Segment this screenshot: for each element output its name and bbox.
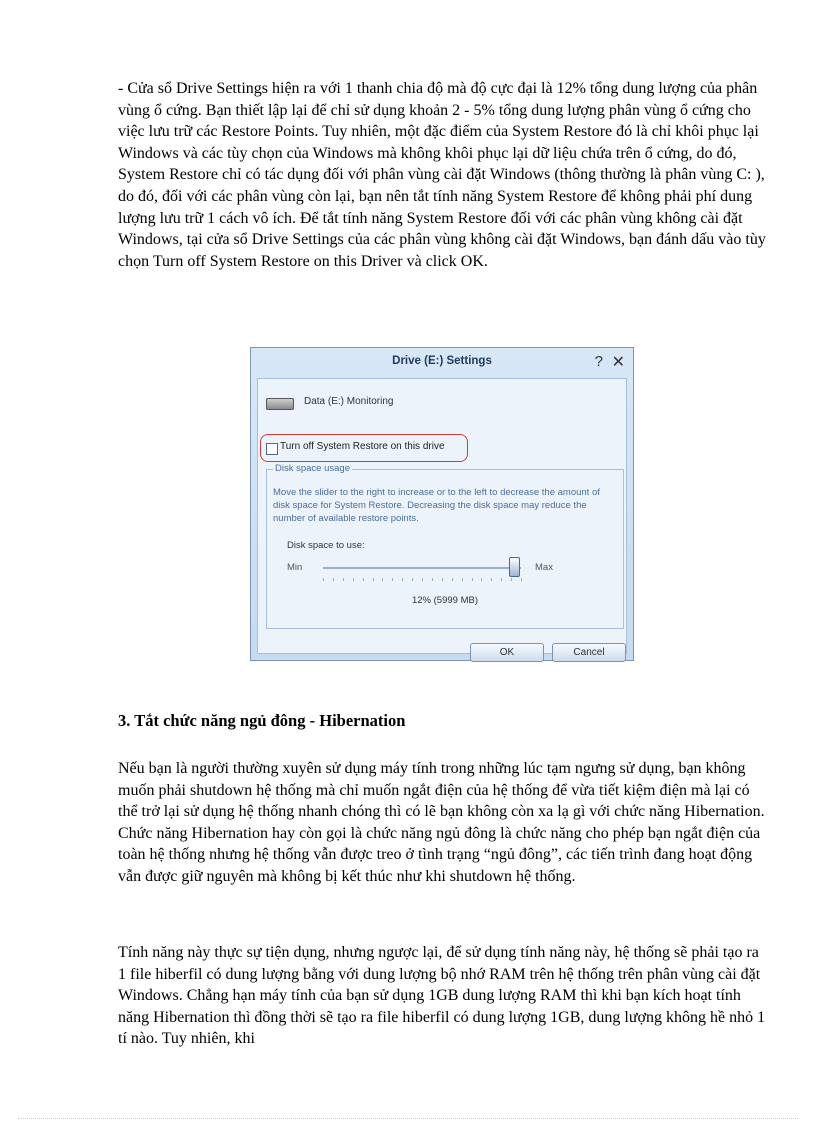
slider-tick: [442, 578, 443, 581]
slider-tick: [382, 578, 383, 581]
page-bottom-rule: [18, 1118, 798, 1119]
drive-label: Data (E:) Monitoring: [304, 396, 394, 407]
slider-tick: [521, 578, 522, 581]
paragraph-hibernation-intro: Nếu bạn là người thường xuyên sử dụng máy tính trong những lúc tạm ngưng sử dụng, bạn không muốn phải shutdown hệ thống mà chỉ muốn ngắt điện của hệ thống để vừa tiết kiệm điện mà lại có thể trở lại sử dụng hệ thống nhanh chóng thì có lẽ bạn không còn xa lạ gì với chức năng Hibernation. Chức năng Hibernation hay còn gọi là chức năng ngủ đông là chức năng cho phép bạn ngắt điện của toàn hệ thống nhưng hệ thống vẫn được treo ở tình trạng “ngủ đông”, các tiến trình đang hoạt động vẫn được giữ nguyên mà không bị kết thúc như khi shutdown hệ thống.: [118, 760, 765, 885]
turn-off-restore-checkbox[interactable]: [266, 443, 278, 455]
slider-tick: [432, 578, 433, 581]
slider-tick: [511, 578, 512, 581]
hard-drive-icon: [266, 398, 294, 410]
dialog-client-area: [257, 378, 627, 658]
groupbox-title: Disk space usage: [275, 463, 350, 474]
slider-tick: [412, 578, 413, 581]
paragraph-hiberfil: Tính năng này thực sự tiện dụng, nhưng ngược lại, để sử dụng tính năng này, hệ thống sẽ phải tạo ra 1 file hiberfil có dung lượng bằng với dung lượng bộ nhớ RAM trên hệ thống trên phân vùng cài đặt Windows. Chẳng hạn máy tính của bạn sử dụng 1GB dung lượng RAM thì khi bạn kích hoạt tính năng Hibernation thì đồng thời sẽ tạo ra file hiberfil có dung lượng 1GB, dung lượng không hề nhỏ 1 tí nào. Tuy nhiên, khi: [118, 944, 766, 1048]
slider-tick: [323, 578, 324, 581]
slider-tick: [501, 578, 502, 581]
slider-tick: [462, 578, 463, 581]
dialog-titlebar: [251, 348, 633, 378]
slider-track[interactable]: [323, 567, 521, 569]
groupbox-description: Move the slider to the right to increase or to the left to decrease the amount of disk space for System Restore. Decreasing the disk space may reduce the number of available restore points.: [273, 487, 600, 524]
slider-tick: [402, 578, 403, 581]
slider-tick: [333, 578, 334, 581]
slider-tick: [472, 578, 473, 581]
slider-tick: [452, 578, 453, 581]
slider-tick: [343, 578, 344, 581]
slider-thumb[interactable]: [509, 557, 520, 577]
slider-max-label: Max: [535, 562, 553, 573]
cancel-button[interactable]: Cancel: [552, 643, 626, 662]
slider-tick: [392, 578, 393, 581]
slider-tick: [422, 578, 423, 581]
ok-button[interactable]: OK: [470, 643, 544, 662]
slider-tick: [491, 578, 492, 581]
disk-space-label: Disk space to use:: [287, 540, 365, 551]
usage-readout: 12% (5999 MB): [411, 595, 478, 606]
checkbox-highlight: [260, 434, 468, 462]
close-icon[interactable]: ✕: [611, 354, 625, 371]
disk-space-groupbox: [266, 463, 624, 629]
help-icon[interactable]: ?: [594, 353, 603, 370]
dialog-title: Drive (E:) Settings: [392, 355, 492, 367]
section-heading: 3. Tắt chức năng ngủ đông - Hibernation: [118, 711, 406, 730]
slider-ticks: [323, 578, 521, 581]
slider-tick: [363, 578, 364, 581]
paragraph-drive-settings: - Cửa sổ Drive Settings hiện ra với 1 thanh chia độ mà độ cực đại là 12% tổng dung lượng của phân vùng ổ cứng. Bạn thiết lập lại để chỉ sử dụng khoản 2 - 5% tổng dung lượng phân vùng ổ cứng cho việc lưu trữ các Restore Points. Tuy nhiên, một đặc điểm của System Restore đó là chỉ khôi phục lại Windows và các tùy chọn của Windows mà không khôi phục lại dữ liệu chứa trên ổ cứng, do đó, System Restore chỉ có tác dụng đối với phân vùng cài đặt Windows (thông thường là phân vùng C: ), do đó, đối với các phân vùng còn lại, bạn nên tắt tính năng System Restore để không phải phí dung lượng lưu trữ 1 cách vô ích. Để tắt tính năng System Restore đối với các phân vùng không cài đặt Windows, tại cửa sổ Drive Settings của các phân vùng không cài đặt Windows, bạn đánh dấu vào tùy chọn Turn off System Restore on this Driver và click OK.: [118, 80, 766, 270]
turn-off-restore-label[interactable]: Turn off System Restore on this drive: [280, 441, 445, 452]
slider-tick: [481, 578, 482, 581]
slider-tick: [373, 578, 374, 581]
slider-min-label: Min: [287, 562, 303, 573]
drive-settings-dialog-screenshot: [250, 347, 634, 661]
slider-tick: [353, 578, 354, 581]
